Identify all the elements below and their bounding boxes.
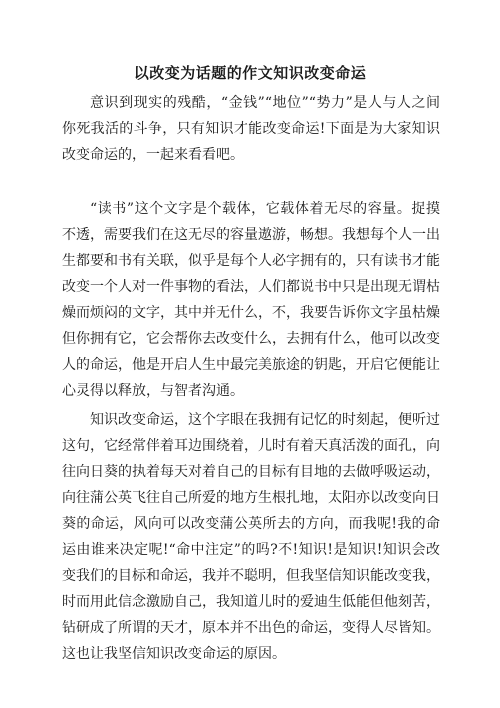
paragraph-intro: 意识到现实的残酷，“金钱”“地位”“势力”是人与人之间你死我活的斗争，只有知识才能改变命运!下面是为大家知识改变命运的，一起来看看吧。 xyxy=(62,95,440,163)
page-title: 以改变为话题的作文知识改变命运 xyxy=(133,64,367,82)
paragraph-reading: “读书”这个文字是个载体，它载体着无尽的容量。捉摸不透，需要我们在这无尽的容量遨游，畅想。我想每个人一出生都要和书有关联，似乎是每个人必字拥有的，只有读书才能改变一个人对一件事物的看法，人们都说书中只是出现无谓枯燥而烦闷的文字，其中并无什么，不，我要告诉你文字虽枯燥但你拥有它，它会帮你去改变什么，去拥有什么，他可以改变人的命运，他是开启人生中最完美旅途的钥匙，开启它便能让心灵得以释放，与智者沟通。 xyxy=(62,201,440,399)
paragraph-knowledge: 知识改变命运，这个字眼在我拥有记忆的时刻起，便听过这句，它经常伴着耳边围绕着，儿时有着天真活泼的面孔，向往向日葵的执着每天对着自己的目标有目地的去做呼吸运动，向往蒲公英飞往自己所爱的地方生根扎地，太阳亦以改变向日葵的命运，风向可以改变蒲公英所去的方向，而我呢!我的命运由谁来决定呢!“命中注定”的吗?不!知识!是知识!知识会改变我们的目标和命运，我并不聪明，但我坚信知识能改变我，时而用此信念激励自己，我知道儿时的爱迪生低能但他刻苦，钻研成了所谓的天才，原本并不出色的命运，变得人尽皆知。这也让我坚信知识改变命运的原因。 xyxy=(62,412,440,662)
